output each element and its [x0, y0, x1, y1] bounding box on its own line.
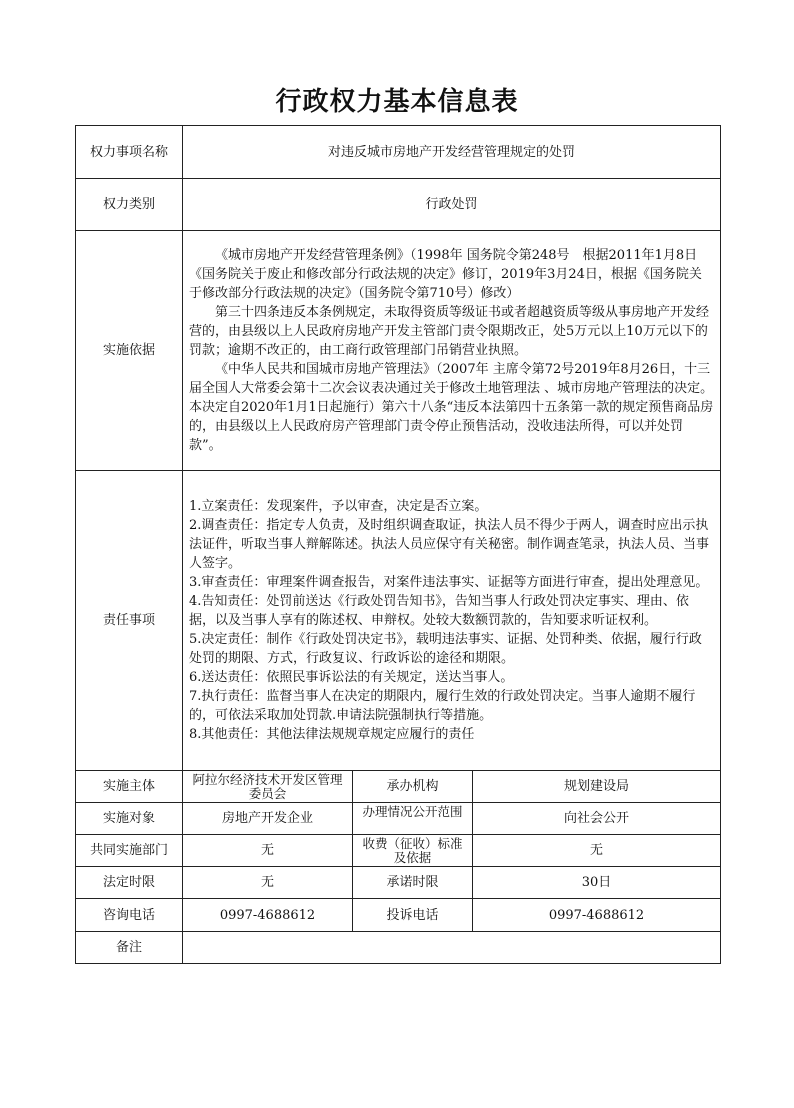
- agency-label: 承办机构: [353, 771, 473, 803]
- complaint-phone-label: 投诉电话: [353, 899, 473, 932]
- remark-label: 备注: [76, 932, 183, 964]
- duty-item: 8.其他责任：其他法律法规规章规定应履行的责任: [189, 727, 475, 742]
- time-limit-value: 无: [183, 867, 353, 899]
- promise-label: 承诺时限: [353, 867, 473, 899]
- row-phone: [76, 899, 721, 932]
- duty-item: 4.告知责任：处罚前送达《行政处罚告知书》，告知当事人行政处罚决定事实、理由、依据，以及当事人享有的陈述权、申辩权。处较大数额罚款的，告知要求听证权利。: [189, 594, 689, 628]
- duty-item: 5.决定责任：制作《行政处罚决定书》，载明违法事实、证据、处罚种类、依据，履行行政处罚的期限、方式，行政复议、行政诉讼的途径和期限。: [189, 632, 702, 666]
- row-target: [76, 803, 721, 835]
- duty-item: 2.调查责任：指定专人负责，及时组织调查取证，执法人员不得少于两人，调查时应出示执法证件，听取当事人辩解陈述。执法人员应保守有关秘密。制作调查笔录，执法人员、当事人签字。: [189, 518, 710, 571]
- power-name-value: 对违反城市房地产开发经营管理规定的处罚: [183, 126, 721, 179]
- disclosure-value: 向社会公开: [473, 803, 721, 835]
- basis-paragraph: 《中华人民共和国城市房地产管理法》（2007年 主席令第72号2019年8月26日，十三届全国人大常委会第十二次会议表决通过关于修改土地管理法 、城市房地产管理法的决定。本决定自2020年1月1日起施行）第六十八条“违反本法第四十五条第一款的规定预售商品房的，由县级以上人民政府房产管理部门责令停止预售活动，没收违法所得，可以并处罚款”。: [189, 362, 714, 453]
- remark-value: [183, 932, 721, 964]
- duty-item: 7.执行责任：监督当事人在决定的期限内，履行生效的行政处罚决定。当事人逾期不履行的，可依法采取加处罚款.申请法院强制执行等措施。: [189, 689, 696, 723]
- subject-value: [183, 771, 353, 803]
- target-value: 房地产开发企业: [183, 803, 353, 835]
- row-basis: [76, 231, 721, 471]
- complaint-phone-value: 0997-4688612: [473, 899, 721, 932]
- disclosure-label-text: 办理情况公开范围: [362, 804, 463, 819]
- subject-value-text: 阿拉尔经济技术开发区管理委员会: [192, 772, 343, 801]
- basis-content: [183, 231, 721, 471]
- row-power-type: [76, 179, 721, 231]
- basis-paragraph: 《城市房地产开发经营管理条例》（1998年 国务院令第248号 根据2011年1月8日《国务院关于废止和修改部分行政法规的决定》修订，2019年3月24日，根据《国务院关于修改部分行政法规的决定》（国务院令第710号）修改）: [189, 248, 702, 301]
- row-joint: [76, 835, 721, 867]
- row-subject: [76, 771, 721, 803]
- basis-paragraph: 第三十四条违反本条例规定，未取得资质等级证书或者超越资质等级从事房地产开发经营的，由县级以上人民政府房地产开发主管部门责令限期改正，处5万元以上10万元以下的罚款；逾期不改正的，由工商行政管理部门吊销营业执照。: [189, 305, 710, 358]
- row-time-limit: [76, 867, 721, 899]
- row-duties: [76, 471, 721, 771]
- duty-item: 3.审查责任：审理案件调查报告，对案件违法事实、证据等方面进行审查，提出处理意见。: [189, 575, 709, 590]
- subject-label: 实施主体: [76, 771, 183, 803]
- consult-phone-value: 0997-4688612: [183, 899, 353, 932]
- promise-value: 30日: [473, 867, 721, 899]
- power-name-label: 权力事项名称: [76, 126, 183, 179]
- power-type-label: 权力类别: [76, 179, 183, 231]
- disclosure-label: [353, 803, 473, 835]
- row-power-name: [76, 126, 721, 179]
- agency-value: 规划建设局: [473, 771, 721, 803]
- fee-value: 无: [473, 835, 721, 867]
- duty-item: 6.送达责任：依照民事诉讼法的有关规定，送达当事人。: [189, 670, 514, 685]
- basis-label: 实施依据: [76, 231, 183, 471]
- power-type-value: 行政处罚: [183, 179, 721, 231]
- target-label: 实施对象: [76, 803, 183, 835]
- info-table: [75, 125, 721, 964]
- time-limit-label: 法定时限: [76, 867, 183, 899]
- consult-phone-label: 咨询电话: [76, 899, 183, 932]
- joint-label: 共同实施部门: [76, 835, 183, 867]
- row-remark: [76, 932, 721, 964]
- page-title: 行政权力基本信息表: [275, 87, 519, 117]
- fee-label-text: 收费（征收）标准及依据: [362, 836, 463, 865]
- duty-item: 1.立案责任：发现案件，予以审查，决定是否立案。: [189, 499, 488, 514]
- duties-content: [183, 471, 721, 771]
- joint-value: 无: [183, 835, 353, 867]
- duties-label: 责任事项: [76, 471, 183, 771]
- fee-label: [353, 835, 473, 867]
